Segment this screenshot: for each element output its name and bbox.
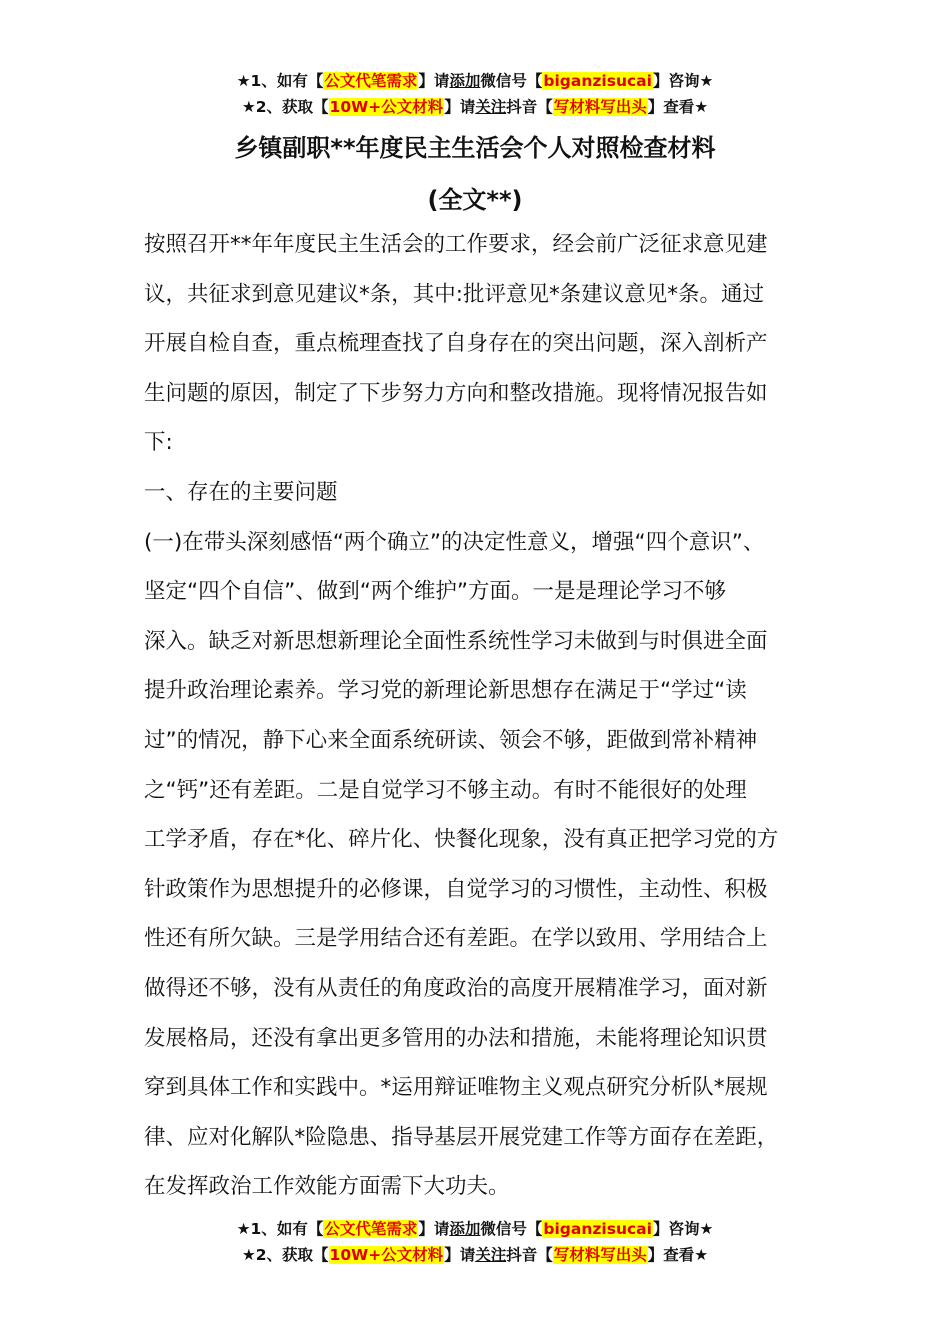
footer-banner — [0, 1216, 950, 1268]
header-banner-line-2: ★2、获取【10W+公文材料】请关注抖音【写材料写出头】查看★ — [241, 98, 709, 116]
body-line: 生问题的原因，制定了下步努力方向和整改措施。现将情况报告如 — [144, 380, 768, 406]
star-icon: ★ — [241, 98, 256, 116]
header-banner-line-1: ★1、如有【公文代笔需求】请添加微信号【biganzisucai】咨询★ — [236, 72, 714, 90]
body-line: 之“钙”还有差距。二是自觉学习不够主动。有时不能很好的处理 — [144, 777, 747, 803]
document-title: 乡镇副职**年度民主生活会个人对照检查材料 — [234, 134, 716, 162]
highlight-wechat-id: biganzisucai — [543, 1220, 652, 1238]
highlight-service: 公文代笔需求 — [324, 1220, 418, 1238]
star-icon: ★ — [241, 1246, 256, 1264]
body-line: 议，共征求到意见建议*条，其中:批评意见*条建议意见*条。通过 — [144, 281, 764, 307]
body-line: 做得还不够，没有从责任的角度政治的高度开展精准学习，面对新 — [144, 975, 768, 1001]
body-line: 过”的情况，静下心来全面系统研读、领会不够，距做到常补精神 — [144, 727, 758, 753]
footer-banner-line-1: ★1、如有【公文代笔需求】请添加微信号【biganzisucai】咨询★ — [236, 1220, 714, 1238]
star-icon: ★ — [236, 1220, 251, 1238]
highlight-service: 公文代笔需求 — [324, 72, 418, 90]
body-line: 提升政治理论素养。学习党的新理论新思想存在满足于“学过“读 — [144, 678, 747, 704]
body-line: 下: — [144, 430, 173, 456]
body-line: 在发挥政治工作效能方面需下大功夫。 — [144, 1174, 510, 1200]
highlight-douyin: 写材料写出头 — [553, 1246, 647, 1264]
section-heading: 一、存在的主要问题 — [144, 479, 338, 505]
body-line: 针政策作为思想提升的必修课，自觉学习的习惯性，主动性、积极 — [144, 876, 768, 902]
body-line: 穿到具体工作和实践中。*运用辩证唯物主义观点研究分析队*展规 — [144, 1075, 768, 1101]
body-line: 深入。缺乏对新思想新理论全面性系统性学习未做到与时俱进全面 — [144, 628, 768, 654]
document-subtitle: (全文**) — [427, 186, 523, 214]
highlight-wechat-id: biganzisucai — [543, 72, 652, 90]
body-line: 工学矛盾，存在*化、碎片化、快餐化现象，没有真正把学习党的方 — [144, 827, 779, 853]
star-icon: ★ — [236, 72, 251, 90]
body-line: 性还有所欠缺。三是学用结合还有差距。在学以致用、学用结合上 — [144, 926, 768, 952]
highlight-douyin: 写材料写出头 — [553, 98, 647, 116]
body-line: (一)在带头深刻感悟“两个确立”的决定性意义，增强“四个意识”、 — [144, 529, 765, 555]
document-body — [144, 220, 814, 1212]
highlight-materials: 10W+公文材料 — [329, 98, 444, 116]
highlight-materials: 10W+公文材料 — [329, 1246, 444, 1264]
body-line: 律、应对化解队*险隐患、指导基层开展党建工作等方面存在差距， — [144, 1124, 779, 1150]
body-line: 发展格局，还没有拿出更多管用的办法和措施，未能将理论知识贯 — [144, 1025, 768, 1051]
footer-banner-line-2: ★2、获取【10W+公文材料】请关注抖音【写材料写出头】查看★ — [241, 1246, 709, 1264]
body-line: 开展自检自查，重点梳理查找了自身存在的突出问题，深入剖析产 — [144, 331, 768, 357]
body-line: 按照召开**年年度民主生活会的工作要求，经会前广泛征求意见建 — [144, 232, 768, 257]
header-banner — [0, 68, 950, 120]
body-line: 坚定“四个自信”、做到“两个维护”方面。一是是理论学习不够 — [144, 579, 727, 605]
